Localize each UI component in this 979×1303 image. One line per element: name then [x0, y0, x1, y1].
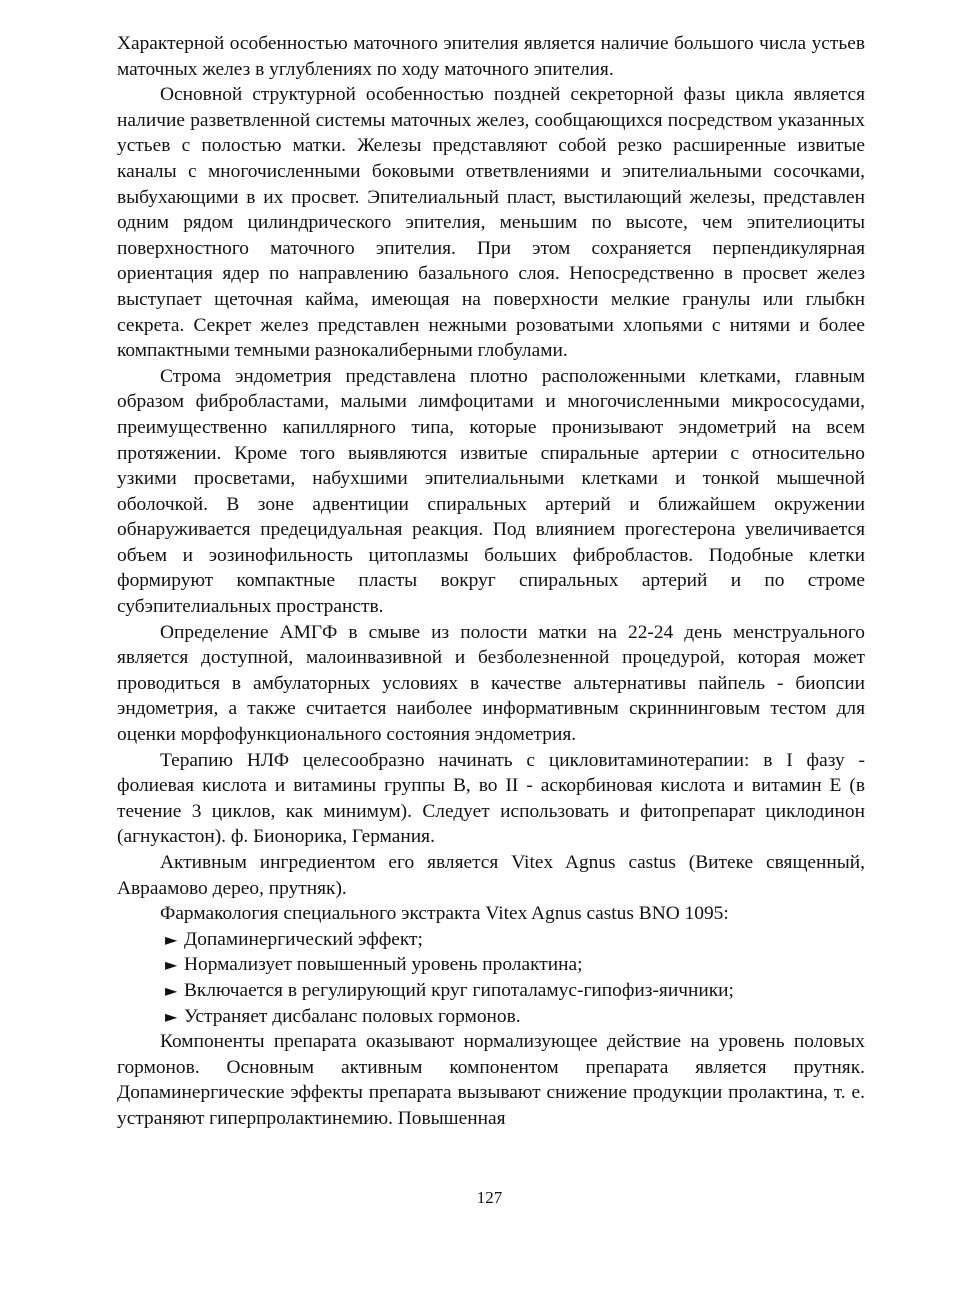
pharmacology-list [117, 927, 865, 1029]
list-item [117, 978, 865, 1004]
list-item-text: Устраняет дисбаланс половых гормонов. [184, 1005, 521, 1027]
paragraph-pharmacology-heading: Фармакология специального экстракта Vitex Agnus castus BNO 1095: [160, 903, 729, 925]
paragraph-endometrial-stroma: Строма эндометрия представлена плотно расположенными клетками, главным образом фибробластами, малыми лимфоцитами и многочисленными микрососудами, преимущественно капиллярного типа, которые пронизывают эндометрий на всем протяжении. Кроме того выявляются извитые спиральные артерии с относительно узкими просветами, набухшими эпителиальными клетками и тонкой мышечной оболочкой. В зоне адвентиции спиральных артерий и ближайшем окружении обнаруживается предецидуальная реакция. Под влиянием прогестерона увеличивается объем и эозинофильность цитоплазмы больших фибробластов. Подобные клетки формируют компактные пласты вокруг спиральных артерий и по строме субэпителиальных пространств. [117, 365, 865, 618]
list-item-text: Допаминергический эффект; [184, 928, 423, 950]
triangle-bullet-icon: ► [165, 1006, 178, 1026]
list-item [117, 952, 865, 978]
list-item [117, 927, 865, 953]
paragraph-therapy: Терапию НЛФ целесообразно начинать с цикловитаминотерапии: в I фазу - фолиевая кислота и витамины группы В, во II - аскорбиновая кислота и витамин Е (в течение 3 циклов, как минимум). Следует использовать и фитопрепарат циклодинон (агнукастон). ф. Бионорика, Германия. [117, 749, 865, 848]
page-body [117, 31, 865, 1132]
paragraph-active-ingredient: Активным ингредиентом его является Vitex Agnus castus (Витеке священный, Авраамово дерео, прутняк). [117, 852, 865, 899]
paragraph-amgf-test: Определение АМГФ в смыве из полости матки на 22-24 день менструального является доступной, малоинвазивной и безболезненной процедурой, которая может проводиться в амбулаторных условиях в качестве альтернативы пайпель - биопсии эндометрия, а также считается наиболее информативным скриннинговым тестом для оценки морфофункционального состояния эндометрия. [117, 621, 865, 746]
list-item [117, 1004, 865, 1030]
triangle-bullet-icon: ► [165, 929, 178, 949]
paragraph-uterine-epithelium: Характерной особенностью маточного эпителия является наличие большого числа устьев маточных желез в углублениях по ходу маточного эпителия. [117, 33, 865, 80]
triangle-bullet-icon: ► [165, 980, 178, 1000]
page-number: 127 [476, 1188, 503, 1207]
paragraph-late-secretory-phase: Основной структурной особенностью поздней секреторной фазы цикла является наличие разветвленной системы маточных желез, сообщающихся посредством указанных устьев с полостью матки. Железы представляют собой резко расширенные извитые каналы с многочисленными боковыми ответвлениями и эпителиальными сосочками, выбухающими в их просвет. Эпителиальный пласт, выстилающий железы, представлен одним рядом цилиндрического эпителия, меньшим по высоте, чем эпителиоциты поверхностного маточного эпителия. При этом сохраняется перпендикулярная ориентация ядер по направлению базального слоя. Непосредственно в просвет желез выступает щеточная кайма, имеющая на поверхности мелкие гранулы или глыбкн секрета. Секрет желез представлен нежными розоватыми хлопьями с нитями и более компактными темными разнокалиберными глобулами. [117, 84, 865, 362]
list-item-text: Включается в регулирующий круг гипоталамус-гипофиз-яичники; [184, 979, 734, 1001]
triangle-bullet-icon: ► [165, 955, 178, 975]
paragraph-components: Компоненты препарата оказывают нормализующее действие на уровень половых гормонов. Основным активным компонентом препарата является прутняк. Допаминергические эффекты препарата вызывают снижение продукции пролактина, т. е. устраняют гиперпролактинемию. Повышенная [117, 1031, 865, 1129]
list-item-text: Нормализует повышенный уровень пролактина; [184, 954, 583, 976]
